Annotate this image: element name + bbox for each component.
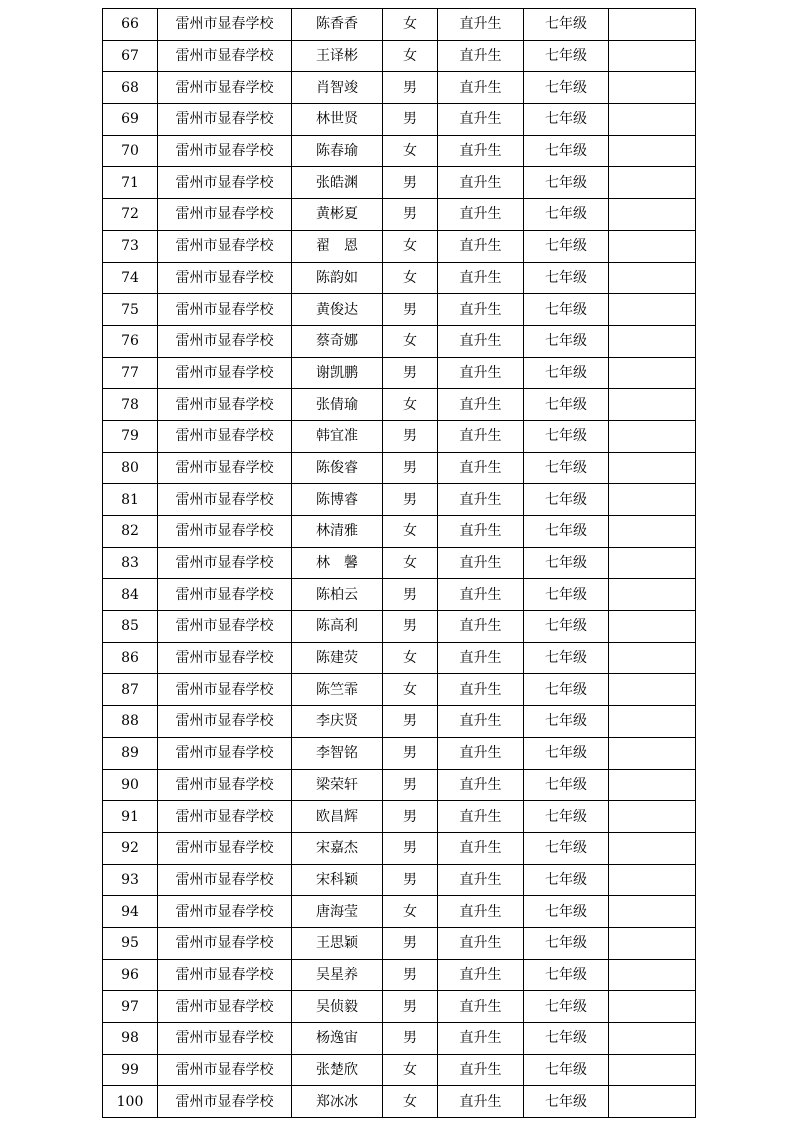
grade-cell: 七年级 (524, 611, 609, 643)
enrollment-type-cell: 直升生 (438, 40, 524, 72)
student-name-cell: 王思颖 (292, 927, 383, 959)
grade-cell: 七年级 (524, 389, 609, 421)
row-number-cell: 94 (103, 896, 158, 928)
grade-cell: 七年级 (524, 40, 609, 72)
school-cell: 雷州市显春学校 (158, 927, 292, 959)
school-cell: 雷州市显春学校 (158, 1086, 292, 1118)
enrollment-type-cell: 直升生 (438, 927, 524, 959)
school-cell: 雷州市显春学校 (158, 325, 292, 357)
row-number-cell: 88 (103, 706, 158, 738)
enrollment-type-cell: 直升生 (438, 72, 524, 104)
gender-cell: 男 (383, 959, 438, 991)
row-number-cell: 80 (103, 452, 158, 484)
gender-cell: 男 (383, 579, 438, 611)
school-cell: 雷州市显春学校 (158, 40, 292, 72)
table-row (103, 452, 696, 484)
enrollment-type-cell: 直升生 (438, 864, 524, 896)
student-name-cell: 陈俊睿 (292, 452, 383, 484)
row-number-cell: 75 (103, 294, 158, 326)
school-cell: 雷州市显春学校 (158, 674, 292, 706)
grade-cell: 七年级 (524, 9, 609, 41)
student-name-cell: 林 馨 (292, 547, 383, 579)
enrollment-type-cell: 直升生 (438, 199, 524, 231)
school-cell: 雷州市显春学校 (158, 230, 292, 262)
table-row (103, 706, 696, 738)
grade-cell: 七年级 (524, 896, 609, 928)
remarks-cell (609, 1054, 696, 1086)
row-number-cell: 81 (103, 484, 158, 516)
remarks-cell (609, 516, 696, 548)
gender-cell: 女 (383, 547, 438, 579)
grade-cell: 七年级 (524, 294, 609, 326)
gender-cell: 女 (383, 1054, 438, 1086)
school-cell: 雷州市显春学校 (158, 135, 292, 167)
row-number-cell: 77 (103, 357, 158, 389)
remarks-cell (609, 135, 696, 167)
student-name-cell: 唐海莹 (292, 896, 383, 928)
remarks-cell (609, 167, 696, 199)
gender-cell: 男 (383, 357, 438, 389)
gender-cell: 女 (383, 642, 438, 674)
gender-cell: 女 (383, 230, 438, 262)
enrollment-type-cell: 直升生 (438, 737, 524, 769)
row-number-cell: 76 (103, 325, 158, 357)
gender-cell: 女 (383, 674, 438, 706)
school-cell: 雷州市显春学校 (158, 452, 292, 484)
remarks-cell (609, 547, 696, 579)
school-cell: 雷州市显春学校 (158, 991, 292, 1023)
table-row (103, 9, 696, 41)
grade-cell: 七年级 (524, 801, 609, 833)
school-cell: 雷州市显春学校 (158, 389, 292, 421)
student-name-cell: 张楚欣 (292, 1054, 383, 1086)
gender-cell: 女 (383, 135, 438, 167)
row-number-cell: 91 (103, 801, 158, 833)
remarks-cell (609, 642, 696, 674)
student-name-cell: 陈竺霏 (292, 674, 383, 706)
student-name-cell: 林世贤 (292, 104, 383, 136)
table-row (103, 1086, 696, 1118)
table-row (103, 547, 696, 579)
table-row (103, 832, 696, 864)
school-cell: 雷州市显春学校 (158, 896, 292, 928)
remarks-cell (609, 737, 696, 769)
grade-cell: 七年级 (524, 1023, 609, 1055)
gender-cell: 男 (383, 420, 438, 452)
table-row (103, 389, 696, 421)
gender-cell: 男 (383, 167, 438, 199)
roster-body (103, 9, 696, 1118)
school-cell: 雷州市显春学校 (158, 199, 292, 231)
enrollment-type-cell: 直升生 (438, 801, 524, 833)
grade-cell: 七年级 (524, 927, 609, 959)
gender-cell: 男 (383, 72, 438, 104)
student-name-cell: 黄俊达 (292, 294, 383, 326)
student-name-cell: 翟 恩 (292, 230, 383, 262)
table-row (103, 325, 696, 357)
grade-cell: 七年级 (524, 167, 609, 199)
table-row (103, 294, 696, 326)
grade-cell: 七年级 (524, 72, 609, 104)
table-row (103, 1023, 696, 1055)
student-name-cell: 陈香香 (292, 9, 383, 41)
remarks-cell (609, 484, 696, 516)
gender-cell: 男 (383, 991, 438, 1023)
table-row (103, 262, 696, 294)
enrollment-type-cell: 直升生 (438, 484, 524, 516)
school-cell: 雷州市显春学校 (158, 420, 292, 452)
table-row (103, 199, 696, 231)
remarks-cell (609, 40, 696, 72)
grade-cell: 七年级 (524, 516, 609, 548)
enrollment-type-cell: 直升生 (438, 135, 524, 167)
gender-cell: 男 (383, 452, 438, 484)
table-row (103, 769, 696, 801)
table-row (103, 579, 696, 611)
student-name-cell: 张皓渊 (292, 167, 383, 199)
student-name-cell: 梁荣轩 (292, 769, 383, 801)
remarks-cell (609, 706, 696, 738)
remarks-cell (609, 262, 696, 294)
remarks-cell (609, 579, 696, 611)
remarks-cell (609, 674, 696, 706)
table-row (103, 1054, 696, 1086)
row-number-cell: 87 (103, 674, 158, 706)
school-cell: 雷州市显春学校 (158, 737, 292, 769)
grade-cell: 七年级 (524, 420, 609, 452)
remarks-cell (609, 420, 696, 452)
row-number-cell: 72 (103, 199, 158, 231)
grade-cell: 七年级 (524, 864, 609, 896)
school-cell: 雷州市显春学校 (158, 167, 292, 199)
row-number-cell: 67 (103, 40, 158, 72)
enrollment-type-cell: 直升生 (438, 452, 524, 484)
row-number-cell: 84 (103, 579, 158, 611)
remarks-cell (609, 896, 696, 928)
student-name-cell: 王译彬 (292, 40, 383, 72)
enrollment-type-cell: 直升生 (438, 294, 524, 326)
gender-cell: 女 (383, 896, 438, 928)
table-row (103, 864, 696, 896)
remarks-cell (609, 611, 696, 643)
grade-cell: 七年级 (524, 674, 609, 706)
student-name-cell: 陈柏云 (292, 579, 383, 611)
row-number-cell: 78 (103, 389, 158, 421)
school-cell: 雷州市显春学校 (158, 262, 292, 294)
remarks-cell (609, 959, 696, 991)
remarks-cell (609, 832, 696, 864)
grade-cell: 七年级 (524, 642, 609, 674)
gender-cell: 女 (383, 325, 438, 357)
gender-cell: 女 (383, 9, 438, 41)
school-cell: 雷州市显春学校 (158, 357, 292, 389)
gender-cell: 男 (383, 864, 438, 896)
table-row (103, 611, 696, 643)
grade-cell: 七年级 (524, 547, 609, 579)
row-number-cell: 73 (103, 230, 158, 262)
grade-cell: 七年级 (524, 262, 609, 294)
enrollment-type-cell: 直升生 (438, 706, 524, 738)
table-row (103, 959, 696, 991)
table-row (103, 104, 696, 136)
enrollment-type-cell: 直升生 (438, 611, 524, 643)
grade-cell: 七年级 (524, 737, 609, 769)
student-name-cell: 宋科颖 (292, 864, 383, 896)
grade-cell: 七年级 (524, 325, 609, 357)
enrollment-type-cell: 直升生 (438, 104, 524, 136)
school-cell: 雷州市显春学校 (158, 832, 292, 864)
table-row (103, 737, 696, 769)
student-name-cell: 李庆贤 (292, 706, 383, 738)
school-cell: 雷州市显春学校 (158, 579, 292, 611)
enrollment-type-cell: 直升生 (438, 642, 524, 674)
enrollment-type-cell: 直升生 (438, 674, 524, 706)
grade-cell: 七年级 (524, 769, 609, 801)
enrollment-type-cell: 直升生 (438, 167, 524, 199)
gender-cell: 男 (383, 706, 438, 738)
table-row (103, 516, 696, 548)
student-name-cell: 陈春瑜 (292, 135, 383, 167)
enrollment-type-cell: 直升生 (438, 1086, 524, 1118)
row-number-cell: 71 (103, 167, 158, 199)
row-number-cell: 97 (103, 991, 158, 1023)
enrollment-type-cell: 直升生 (438, 1054, 524, 1086)
remarks-cell (609, 199, 696, 231)
school-cell: 雷州市显春学校 (158, 484, 292, 516)
remarks-cell (609, 801, 696, 833)
table-row (103, 230, 696, 262)
grade-cell: 七年级 (524, 135, 609, 167)
enrollment-type-cell: 直升生 (438, 896, 524, 928)
enrollment-type-cell: 直升生 (438, 420, 524, 452)
enrollment-type-cell: 直升生 (438, 991, 524, 1023)
grade-cell: 七年级 (524, 230, 609, 262)
row-number-cell: 86 (103, 642, 158, 674)
row-number-cell: 100 (103, 1086, 158, 1118)
row-number-cell: 89 (103, 737, 158, 769)
grade-cell: 七年级 (524, 832, 609, 864)
remarks-cell (609, 104, 696, 136)
student-name-cell: 黄彬夏 (292, 199, 383, 231)
row-number-cell: 79 (103, 420, 158, 452)
enrollment-type-cell: 直升生 (438, 959, 524, 991)
gender-cell: 女 (383, 389, 438, 421)
remarks-cell (609, 1086, 696, 1118)
row-number-cell: 85 (103, 611, 158, 643)
row-number-cell: 96 (103, 959, 158, 991)
row-number-cell: 66 (103, 9, 158, 41)
student-name-cell: 林清雅 (292, 516, 383, 548)
grade-cell: 七年级 (524, 104, 609, 136)
grade-cell: 七年级 (524, 1086, 609, 1118)
enrollment-type-cell: 直升生 (438, 325, 524, 357)
student-roster-table (102, 8, 696, 1118)
enrollment-type-cell: 直升生 (438, 579, 524, 611)
remarks-cell (609, 452, 696, 484)
school-cell: 雷州市显春学校 (158, 547, 292, 579)
gender-cell: 男 (383, 611, 438, 643)
enrollment-type-cell: 直升生 (438, 262, 524, 294)
row-number-cell: 69 (103, 104, 158, 136)
gender-cell: 男 (383, 1023, 438, 1055)
school-cell: 雷州市显春学校 (158, 959, 292, 991)
gender-cell: 女 (383, 262, 438, 294)
row-number-cell: 70 (103, 135, 158, 167)
student-name-cell: 李智铭 (292, 737, 383, 769)
school-cell: 雷州市显春学校 (158, 801, 292, 833)
gender-cell: 男 (383, 769, 438, 801)
enrollment-type-cell: 直升生 (438, 769, 524, 801)
student-name-cell: 陈建荧 (292, 642, 383, 674)
gender-cell: 男 (383, 927, 438, 959)
school-cell: 雷州市显春学校 (158, 642, 292, 674)
row-number-cell: 92 (103, 832, 158, 864)
gender-cell: 男 (383, 294, 438, 326)
remarks-cell (609, 991, 696, 1023)
remarks-cell (609, 927, 696, 959)
table-row (103, 801, 696, 833)
student-name-cell: 韩宜准 (292, 420, 383, 452)
student-name-cell: 陈博睿 (292, 484, 383, 516)
remarks-cell (609, 389, 696, 421)
school-cell: 雷州市显春学校 (158, 611, 292, 643)
gender-cell: 男 (383, 199, 438, 231)
school-cell: 雷州市显春学校 (158, 864, 292, 896)
row-number-cell: 83 (103, 547, 158, 579)
student-name-cell: 宋嘉杰 (292, 832, 383, 864)
grade-cell: 七年级 (524, 1054, 609, 1086)
remarks-cell (609, 1023, 696, 1055)
remarks-cell (609, 864, 696, 896)
gender-cell: 女 (383, 40, 438, 72)
grade-cell: 七年级 (524, 579, 609, 611)
remarks-cell (609, 325, 696, 357)
table-row (103, 420, 696, 452)
table-row (103, 484, 696, 516)
gender-cell: 男 (383, 801, 438, 833)
grade-cell: 七年级 (524, 199, 609, 231)
remarks-cell (609, 9, 696, 41)
grade-cell: 七年级 (524, 452, 609, 484)
student-name-cell: 陈韵如 (292, 262, 383, 294)
remarks-cell (609, 769, 696, 801)
table-row (103, 72, 696, 104)
student-name-cell: 欧昌辉 (292, 801, 383, 833)
student-name-cell: 陈高利 (292, 611, 383, 643)
student-name-cell: 杨逸宙 (292, 1023, 383, 1055)
school-cell: 雷州市显春学校 (158, 706, 292, 738)
remarks-cell (609, 72, 696, 104)
table-row (103, 642, 696, 674)
gender-cell: 女 (383, 1086, 438, 1118)
table-row (103, 674, 696, 706)
enrollment-type-cell: 直升生 (438, 1023, 524, 1055)
enrollment-type-cell: 直升生 (438, 389, 524, 421)
row-number-cell: 68 (103, 72, 158, 104)
gender-cell: 女 (383, 516, 438, 548)
school-cell: 雷州市显春学校 (158, 769, 292, 801)
enrollment-type-cell: 直升生 (438, 516, 524, 548)
enrollment-type-cell: 直升生 (438, 9, 524, 41)
school-cell: 雷州市显春学校 (158, 9, 292, 41)
grade-cell: 七年级 (524, 357, 609, 389)
row-number-cell: 93 (103, 864, 158, 896)
row-number-cell: 99 (103, 1054, 158, 1086)
school-cell: 雷州市显春学校 (158, 72, 292, 104)
table-row (103, 357, 696, 389)
remarks-cell (609, 230, 696, 262)
enrollment-type-cell: 直升生 (438, 547, 524, 579)
remarks-cell (609, 294, 696, 326)
school-cell: 雷州市显春学校 (158, 104, 292, 136)
row-number-cell: 82 (103, 516, 158, 548)
table-row (103, 896, 696, 928)
school-cell: 雷州市显春学校 (158, 1023, 292, 1055)
student-name-cell: 谢凯鹏 (292, 357, 383, 389)
gender-cell: 男 (383, 484, 438, 516)
enrollment-type-cell: 直升生 (438, 357, 524, 389)
student-name-cell: 郑冰冰 (292, 1086, 383, 1118)
row-number-cell: 74 (103, 262, 158, 294)
student-name-cell: 肖智竣 (292, 72, 383, 104)
student-name-cell: 张倩瑜 (292, 389, 383, 421)
grade-cell: 七年级 (524, 484, 609, 516)
school-cell: 雷州市显春学校 (158, 294, 292, 326)
remarks-cell (609, 357, 696, 389)
enrollment-type-cell: 直升生 (438, 832, 524, 864)
table-row (103, 40, 696, 72)
student-name-cell: 吴侦毅 (292, 991, 383, 1023)
row-number-cell: 90 (103, 769, 158, 801)
row-number-cell: 95 (103, 927, 158, 959)
table-row (103, 135, 696, 167)
grade-cell: 七年级 (524, 706, 609, 738)
document-page (102, 8, 695, 1118)
grade-cell: 七年级 (524, 991, 609, 1023)
gender-cell: 男 (383, 832, 438, 864)
student-name-cell: 吴星养 (292, 959, 383, 991)
gender-cell: 男 (383, 737, 438, 769)
school-cell: 雷州市显春学校 (158, 516, 292, 548)
gender-cell: 男 (383, 104, 438, 136)
row-number-cell: 98 (103, 1023, 158, 1055)
enrollment-type-cell: 直升生 (438, 230, 524, 262)
grade-cell: 七年级 (524, 959, 609, 991)
table-row (103, 167, 696, 199)
school-cell: 雷州市显春学校 (158, 1054, 292, 1086)
student-name-cell: 蔡奇娜 (292, 325, 383, 357)
table-row (103, 927, 696, 959)
table-row (103, 991, 696, 1023)
